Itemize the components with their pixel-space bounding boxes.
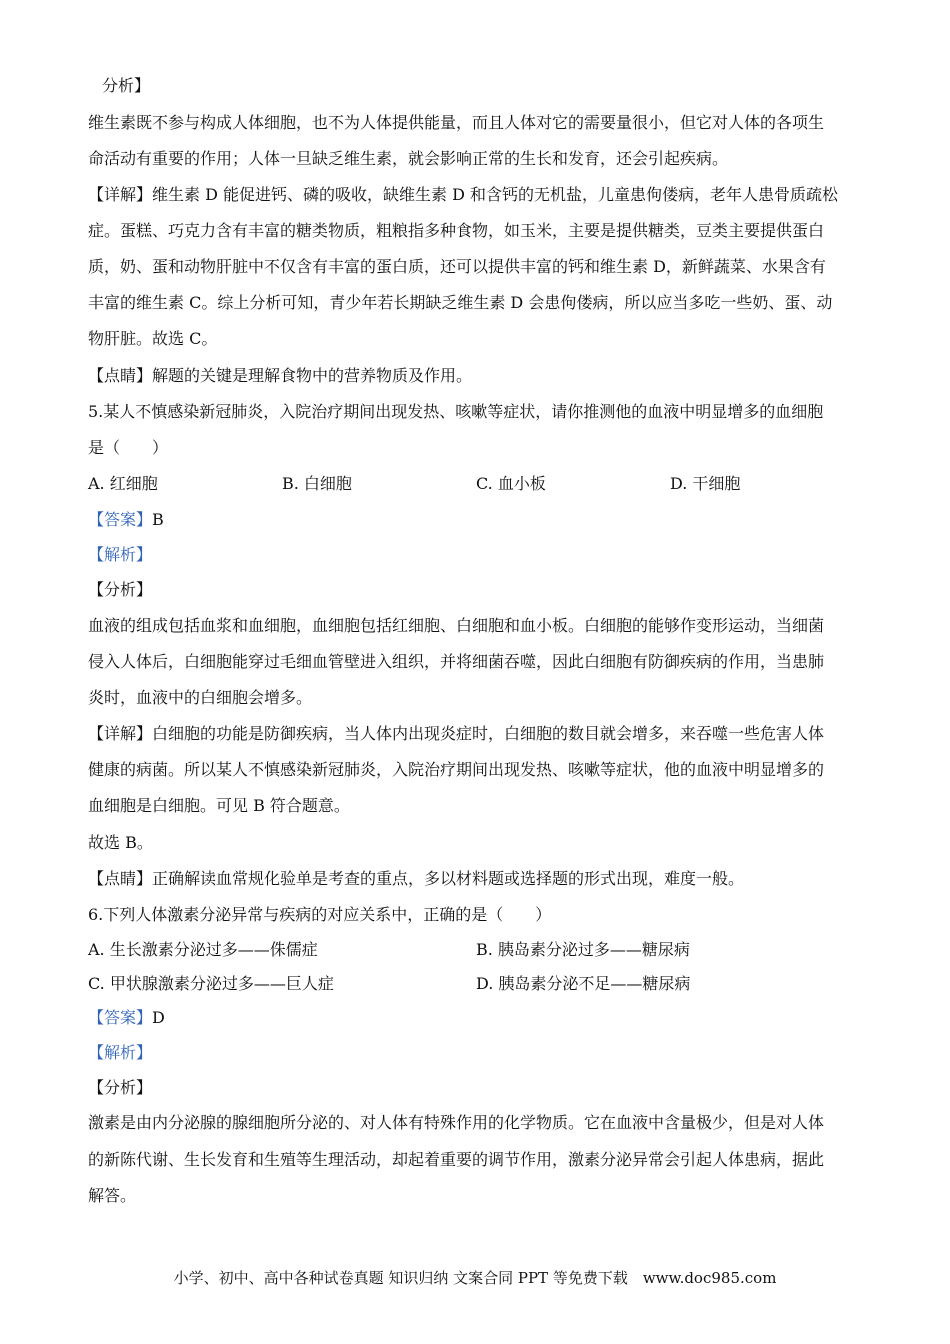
paragraph-line: 维生素既不参与构成人体细胞，也不为人体提供能量，而且人体对它的需要量很小，但它对人体的各项生 xyxy=(88,113,825,132)
option-b: B. 胰岛素分泌过多——糖尿病 xyxy=(476,940,690,959)
paragraph-line: 【详解】维生素 D 能促进钙、磷的吸收，缺维生素 D 和含钙的无机盐，儿童患佝偻病，老年人患骨质疏松 xyxy=(88,185,839,204)
paragraph-line: 物肝脏。故选 C。 xyxy=(88,329,218,348)
option-a: A. 红细胞 xyxy=(88,474,158,493)
paragraph-line: 命活动有重要的作用；人体一旦缺乏维生素，就会影响正常的生长和发育，还会引起疾病。 xyxy=(88,149,729,168)
answer-label: 【答案】 xyxy=(88,1008,153,1027)
answer-value: D xyxy=(152,1008,165,1027)
paragraph-line: 炎时，血液中的白细胞会增多。 xyxy=(88,688,313,707)
fenxi-label: 【分析】 xyxy=(88,1078,153,1097)
page-footer: 小学、初中、高中各种试卷真题 知识归纳 文案合同 PPT 等免费下载 www.doc985.com xyxy=(173,1269,777,1287)
note-line: 【点睛】正确解读血常规化验单是考查的重点，多以材料题或选择题的形式出现，难度一般。 xyxy=(88,869,745,888)
jiexi-label: 【解析】 xyxy=(88,1043,153,1062)
option-c: C. 血小板 xyxy=(476,474,546,493)
paragraph-line: 侵入人体后，白细胞能穿过毛细血管壁进入组织，并将细菌吞噬，因此白细胞有防御疾病的作用，当患肺 xyxy=(88,652,825,671)
paragraph-line: 故选 B。 xyxy=(88,833,153,852)
answer-value: B xyxy=(152,510,164,529)
note-line: 【点睛】解题的关键是理解食物中的营养物质及作用。 xyxy=(88,366,473,385)
option-b: B. 白细胞 xyxy=(282,474,352,493)
option-d: D. 干细胞 xyxy=(670,474,741,493)
answer-line xyxy=(88,510,868,530)
paragraph-line: 血液的组成包括血浆和血细胞，血细胞包括红细胞、白细胞和血小板。白细胞的能够作变形运动，当细菌 xyxy=(88,616,825,635)
option-d: D. 胰岛素分泌不足——糖尿病 xyxy=(476,974,691,993)
answer-line xyxy=(88,1008,868,1028)
question-5-stem: 是（ ） xyxy=(88,438,169,457)
option-c: C. 甲状腺激素分泌过多——巨人症 xyxy=(88,974,334,993)
option-a: A. 生长激素分泌过多——侏儒症 xyxy=(88,940,318,959)
paragraph-line: 解答。 xyxy=(88,1186,137,1205)
fenxi-label: 【分析】 xyxy=(88,580,153,599)
paragraph-line: 质，奶、蛋和动物肝脏中不仅含有丰富的蛋白质，还可以提供丰富的钙和维生素 D，新鲜蔬菜、水果含有 xyxy=(88,257,826,276)
paragraph-line: 的新陈代谢、生长发育和生殖等生理活动，却起着重要的调节作用，激素分泌异常会引起人体患病，据此 xyxy=(88,1150,825,1169)
jiexi-label: 【解析】 xyxy=(88,545,153,564)
paragraph-line: 症。蛋糕、巧克力含有丰富的糖类物质，粗粮指多种食物，如玉米，主要是提供糖类，豆类主要提供蛋白 xyxy=(88,221,825,240)
question-6-stem: 6.下列人体激素分泌异常与疾病的对应关系中，正确的是（ ） xyxy=(88,905,552,924)
answer-label: 【答案】 xyxy=(88,510,153,529)
paragraph-line: 丰富的维生素 C。综上分析可知，青少年若长期缺乏维生素 D 会患佝偻病，所以应当多吃一些奶、蛋、动 xyxy=(88,293,833,312)
paragraph-line: 健康的病菌。所以某人不慎感染新冠肺炎，入院治疗期间出现发热、咳嗽等症状，他的血液中明显增多的 xyxy=(88,760,825,779)
paragraph-line: 【详解】白细胞的功能是防御疾病，当人体内出现炎症时，白细胞的数目就会增多，来吞噬一些危害人体 xyxy=(88,724,825,743)
analysis-heading: 分析】 xyxy=(102,76,151,95)
question-5-stem: 5.某人不慎感染新冠肺炎，入院治疗期间出现发热、咳嗽等症状，请你推测他的血液中明显增多的血细胞 xyxy=(88,402,824,421)
paragraph-line: 激素是由内分泌腺的腺细胞所分泌的、对人体有特殊作用的化学物质。它在血液中含量极少，但是对人体 xyxy=(88,1113,825,1132)
paragraph-line: 血细胞是白细胞。可见 B 符合题意。 xyxy=(88,796,350,815)
